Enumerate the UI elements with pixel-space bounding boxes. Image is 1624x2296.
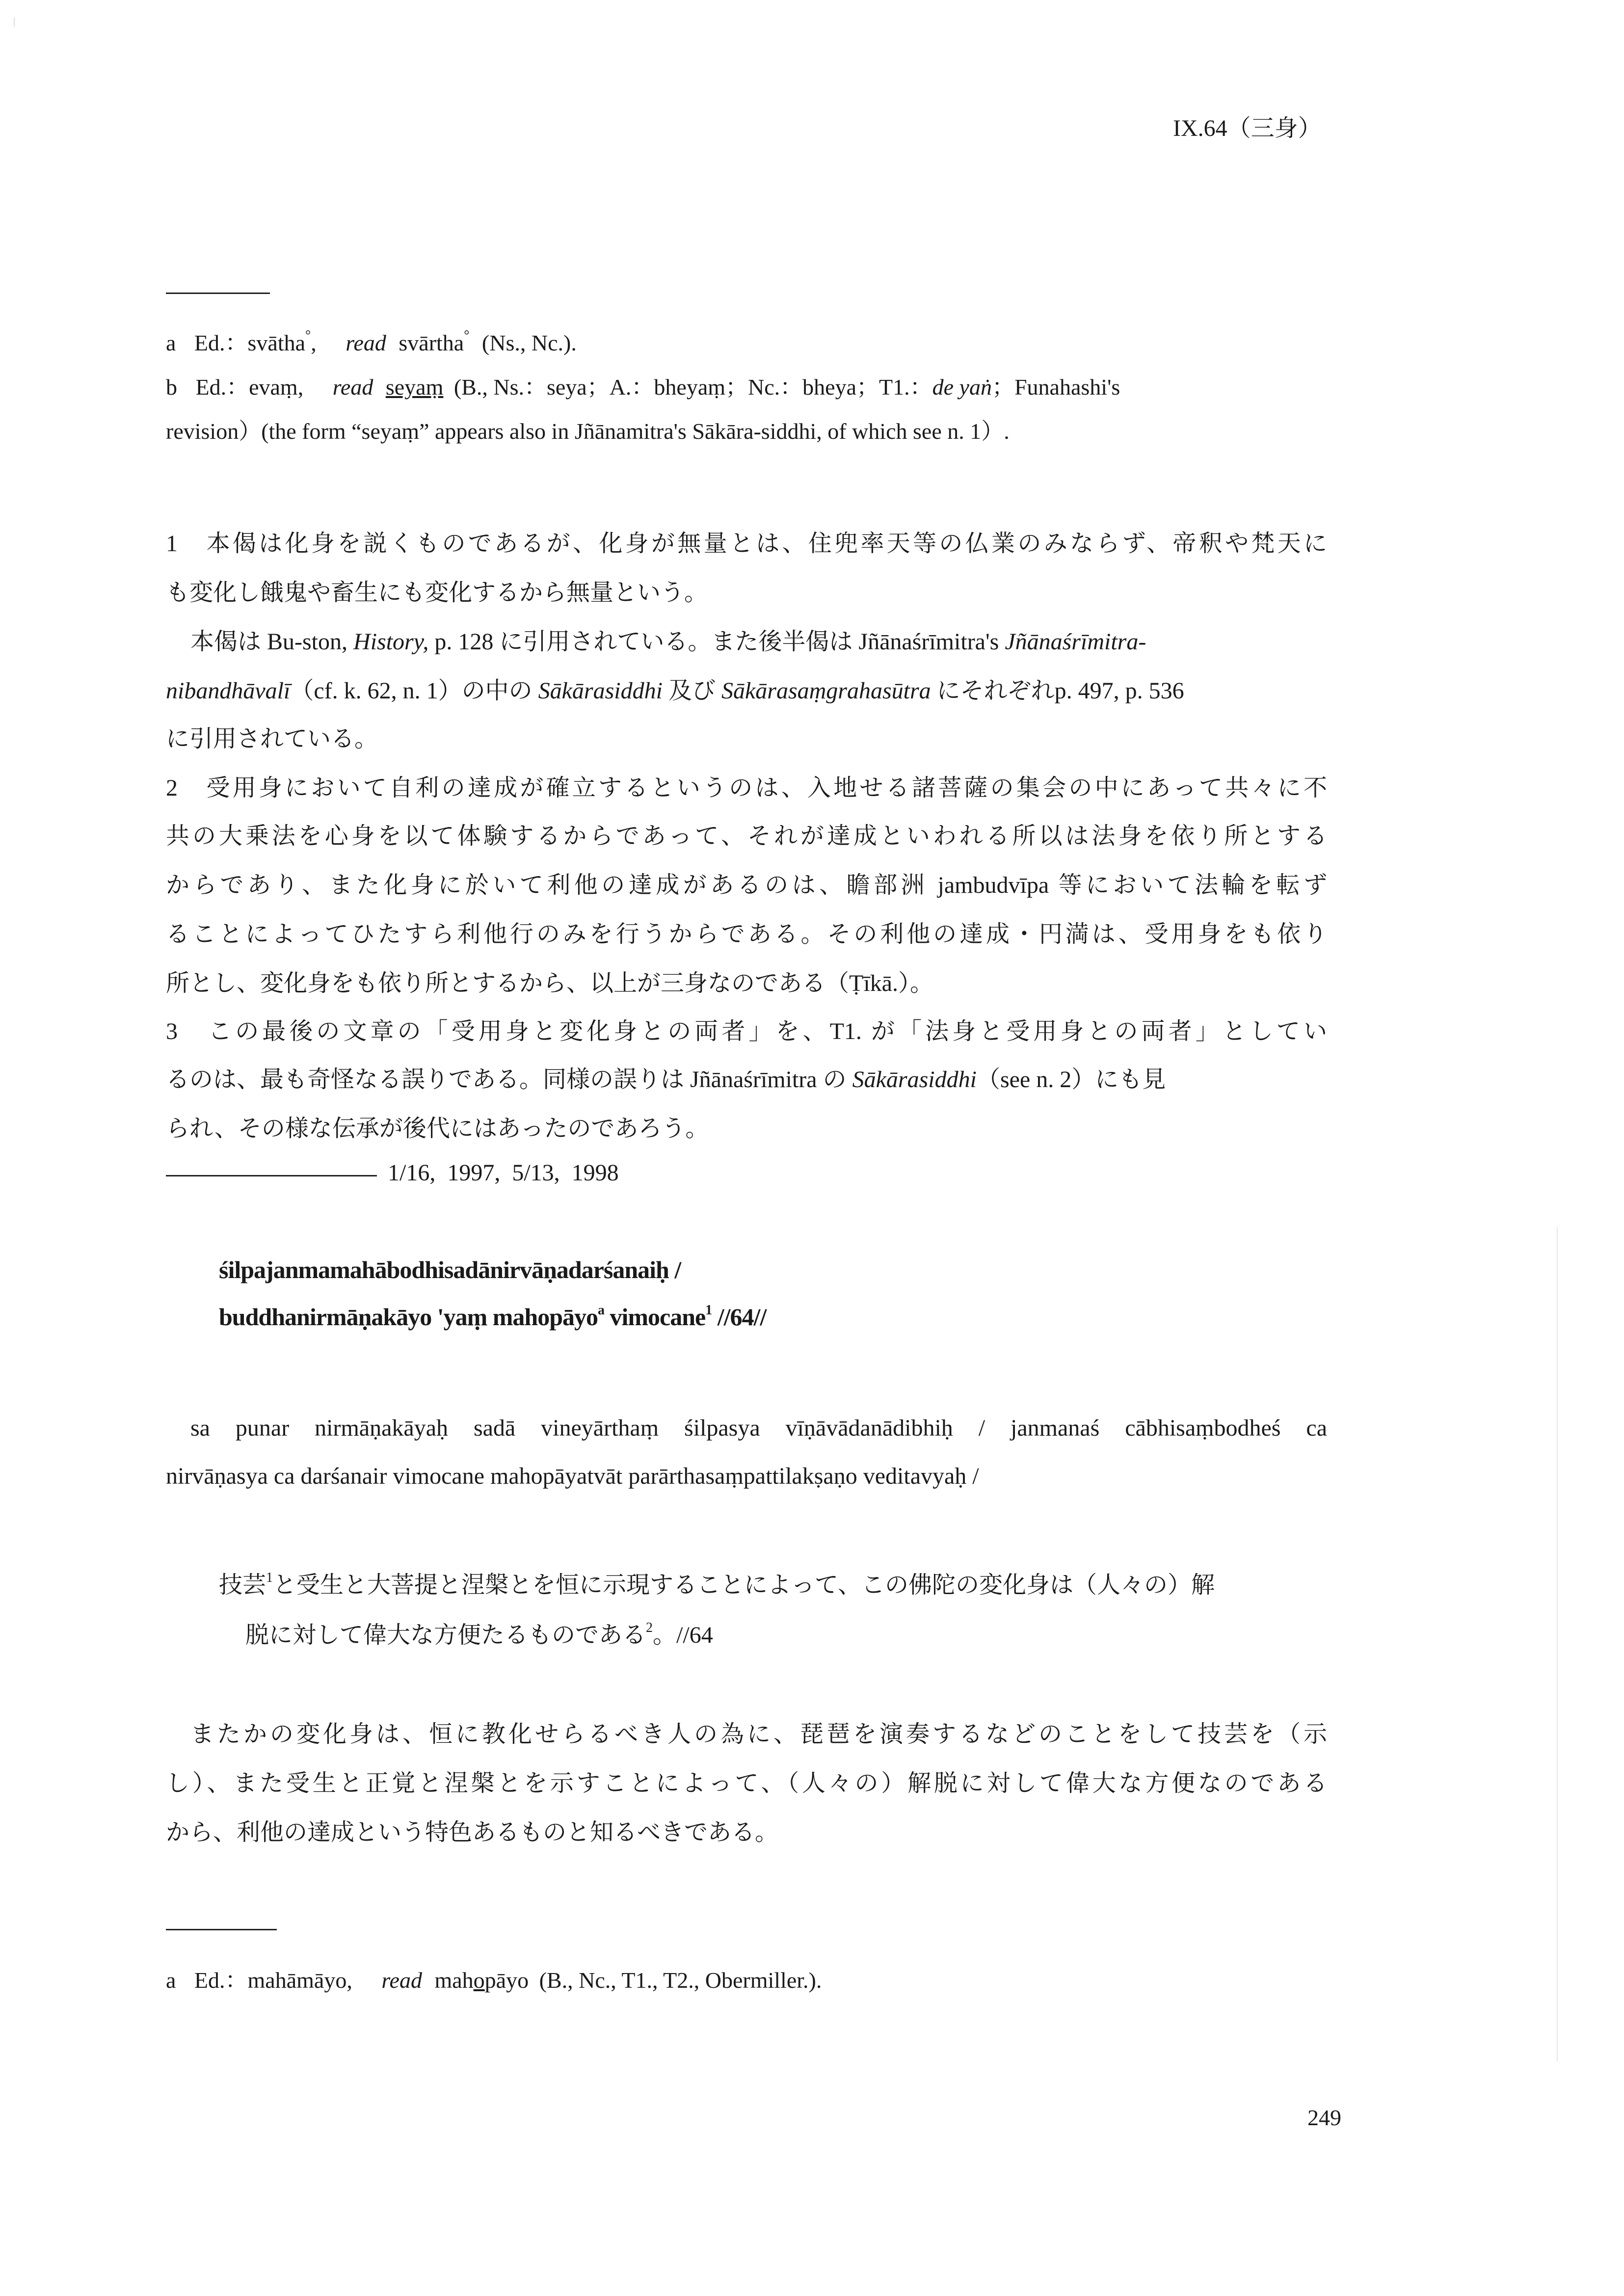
translation-comm-line-1: またかの変化身は、恒に教化せらるべき人の為に、琵琶を演奏するなどのことをして技芸を（示 [190, 1721, 1327, 1747]
note-1-line-4 [166, 671, 1184, 705]
note-1-line-3 [190, 622, 1146, 656]
translation-comm-line-3: から、利他の達成という特色あるものと知るべきである。 [166, 1819, 779, 1845]
footnote-rest: ；Funahashi's [991, 374, 1120, 400]
note-2-line-2: 共の大乗法を心身を以て体験するからであって、それが達成といわれる所以は法身を依り所とする [166, 823, 1327, 849]
text: o [473, 1968, 485, 1993]
note-2-line-3: からであり、また化身に於いて利他の達成があるのは、瞻部洲 jambudvīpa 等において法輪を転ず [166, 872, 1327, 898]
footnote-source: (Ns., Nc.). [481, 330, 577, 355]
text: 本偈は Bu-ston, [190, 629, 354, 655]
note-1-line-2: も変化し餓鬼や畜生にも変化するから無量という。 [166, 580, 708, 606]
note-3-line-1: 3 この最後の文章の「受用身と変化身との両者」を、T1. が「法身と受用身との両者」としてい [166, 1018, 1327, 1044]
footnote-separator-bottom [166, 1929, 277, 1930]
footnote-read: read [332, 374, 373, 400]
text: にそれぞれp. 497, p. 536 [931, 678, 1184, 704]
commentary-line-2: nirvāṇasya ca darśanair vimocane mahopāyatvāt parārthasaṃpattilakṣaṇo veditavyaḥ / [166, 1463, 979, 1489]
note-1-line-5: に引用されている。 [166, 726, 378, 752]
text: と受生と大菩提と涅槃とを恒に示現することによって、この佛陀の変化身は（人々の）解 [273, 1572, 1215, 1598]
note-3-line-3: られ、その様な伝承が後代にはあったのであろう。 [166, 1116, 709, 1142]
scan-artifact [14, 18, 15, 27]
title-italic: History, [353, 629, 429, 655]
text: 。//64 [653, 1622, 713, 1648]
title-italic: Jñānaśrīmitra- [1005, 629, 1146, 655]
note-3-line-2 [166, 1060, 1166, 1094]
text: p. 128 に引用されている。また後半偈は Jñānaśrīmitra's [428, 629, 1005, 655]
note-marker: 2 [646, 1620, 653, 1635]
footnote-comma: , [311, 330, 317, 355]
date-rule [166, 1175, 377, 1176]
title-italic: nibandhāvalī [166, 678, 291, 704]
note-2-line-1: 2 受用身において自利の達成が確立するというのは、入地せる諸菩薩の集会の中にあって共々に不 [166, 775, 1327, 801]
verse-line-1: śilpajanmamahābodhisadānirvāṇadarśanaiḥ / [219, 1256, 681, 1283]
footnote-b-line2: revision）(the form “seyaṃ” appears also in Jñānamitra's Sākāra-siddhi, of which see n. 1）. [166, 419, 1010, 444]
footnote-reading [434, 1968, 529, 1993]
page-number: 249 [1307, 2105, 1341, 2130]
text: //64// [712, 1303, 767, 1331]
text: pāyo [484, 1968, 529, 1993]
footnote-label: a [166, 1968, 176, 1993]
scan-artifact [1557, 1227, 1558, 2061]
footnote-a-bottom [166, 1962, 822, 1995]
commentary-line-1: sa punar nirmāṇakāyaḥ sadā vineyārthaṃ śilpasya vīṇāvādanādibhiḥ / janmanaś cābhisaṃbodheś ca [190, 1415, 1327, 1441]
footnote-reading: svārtha [399, 330, 464, 355]
footnote-b-top [166, 369, 1120, 401]
translation-verse-line-2 [245, 1616, 713, 1650]
revision-dates: 1/16, 1997, 5/13, 1998 [388, 1160, 619, 1186]
footnote-label: b [166, 374, 177, 400]
footnote-sup: ° [305, 328, 311, 343]
text: （see n. 2）にも見 [976, 1067, 1166, 1093]
note-marker: 1 [705, 1303, 712, 1318]
translation-comm-line-2: し）、また受生と正覚と涅槃とを示すことによって、（人々の）解脱に対して偉大な方便なのである [166, 1770, 1327, 1796]
verse-line-2 [219, 1303, 766, 1331]
text: buddhanirmāṇakāyo 'yaṃ mahopāyo [219, 1303, 598, 1331]
footnote-rest: (B., Ns.：seya；A.：bheyaṃ；Nc.：bheya；T1.： [453, 374, 932, 400]
translation-verse-line-1 [219, 1566, 1215, 1600]
note-1-line-1: 1 本偈は化身を説くものであるが、化身が無量とは、住兜率天等の仏業のみならず、帝釈や梵天に [166, 531, 1327, 557]
footnote-source: (B., Nc., T1., T2., Obermiller.). [539, 1968, 822, 1993]
text: vimocane [604, 1303, 706, 1331]
text: 脱に対して偉大な方便たるものである [245, 1622, 646, 1648]
title-italic: Sākārasiddhi [538, 678, 663, 704]
footnote-ed: Ed.：svātha [194, 330, 306, 355]
footnote-sup: ° [464, 328, 470, 343]
footnote-marker: a [598, 1303, 605, 1318]
footnote-read: read [381, 1968, 422, 1993]
text: 及び [662, 678, 721, 704]
note-2-line-5: 所とし、変化身をも依り所とするから、以上が三身なのである（Ṭīkā.）。 [166, 970, 933, 996]
title-italic: Sākārasaṃgrahasūtra [721, 678, 931, 704]
footnote-label: a [166, 330, 176, 355]
footnote-ed: Ed.：evaṃ, [195, 374, 304, 400]
note-marker: 1 [266, 1570, 273, 1585]
text: mah [434, 1968, 474, 1993]
running-head: IX.64（三身） [1173, 115, 1322, 141]
text: 技芸 [219, 1572, 266, 1598]
text: るのは、最も奇怪なる誤りである。同様の誤りは Jñānaśrīmitra の [166, 1067, 852, 1093]
footnote-read: read [346, 330, 386, 355]
title-italic: Sākārasiddhi [852, 1067, 977, 1093]
footnote-separator-top [166, 293, 270, 294]
text: （cf. k. 62, n. 1）の中の [290, 678, 538, 704]
footnote-reading: seyaṃ [385, 374, 444, 400]
note-2-line-4: ることによってひたすら利他行のみを行うからである。その利他の達成・円満は、受用身をも依り [166, 921, 1327, 947]
footnote-ed: Ed.：mahāmāyo, [194, 1968, 352, 1993]
footnote-tibetan: de yaṅ [932, 374, 992, 400]
footnote-a-top [166, 325, 577, 357]
